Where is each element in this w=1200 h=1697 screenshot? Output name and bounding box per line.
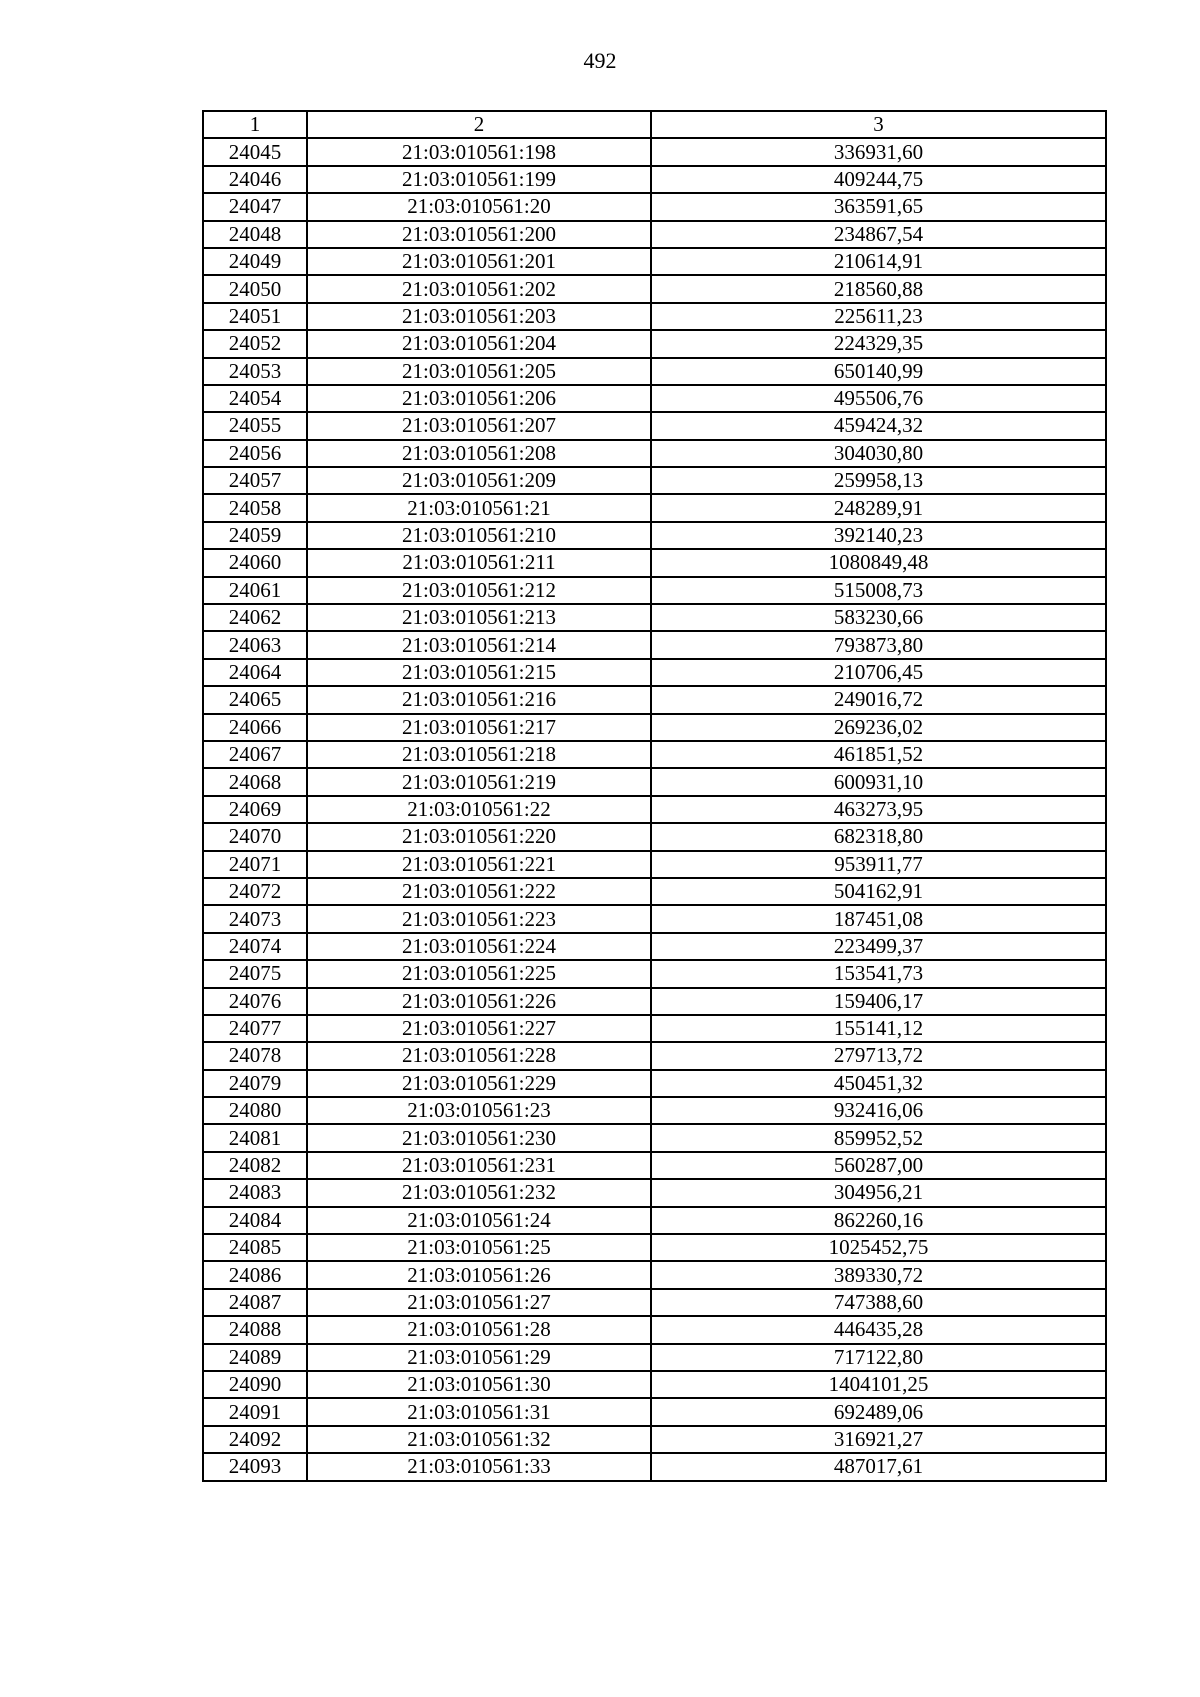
table-row	[203, 193, 1106, 220]
table-row	[203, 549, 1106, 576]
value-cell: 600931,10	[651, 768, 1106, 795]
value-cell: 249016,72	[651, 686, 1106, 713]
value-cell: 862260,16	[651, 1207, 1106, 1234]
table-row	[203, 1042, 1106, 1069]
table-row	[203, 1453, 1106, 1480]
row-number-cell: 24059	[203, 522, 307, 549]
table-row	[203, 960, 1106, 987]
table-row	[203, 1316, 1106, 1343]
row-number-cell: 24084	[203, 1207, 307, 1234]
row-number-cell: 24093	[203, 1453, 307, 1480]
row-number-cell: 24053	[203, 358, 307, 385]
value-cell: 225611,23	[651, 303, 1106, 330]
cadastral-number-cell: 21:03:010561:230	[307, 1124, 651, 1151]
cadastral-number-cell: 21:03:010561:222	[307, 878, 651, 905]
value-cell: 1025452,75	[651, 1234, 1106, 1261]
table-row	[203, 1398, 1106, 1425]
row-number-cell: 24072	[203, 878, 307, 905]
table-row	[203, 577, 1106, 604]
value-cell: 583230,66	[651, 604, 1106, 631]
value-cell: 336931,60	[651, 138, 1106, 165]
row-number-cell: 24089	[203, 1344, 307, 1371]
row-number-cell: 24054	[203, 385, 307, 412]
row-number-cell: 24060	[203, 549, 307, 576]
cadastral-number-cell: 21:03:010561:220	[307, 823, 651, 850]
row-number-cell: 24065	[203, 686, 307, 713]
table-row	[203, 358, 1106, 385]
value-cell: 392140,23	[651, 522, 1106, 549]
row-number-cell: 24088	[203, 1316, 307, 1343]
row-number-cell: 24092	[203, 1426, 307, 1453]
row-number-cell: 24063	[203, 631, 307, 658]
column-header-1: 1	[203, 111, 307, 138]
value-cell: 859952,52	[651, 1124, 1106, 1151]
cadastral-number-cell: 21:03:010561:217	[307, 714, 651, 741]
cadastral-number-cell: 21:03:010561:30	[307, 1371, 651, 1398]
cadastral-number-cell: 21:03:010561:201	[307, 248, 651, 275]
column-header-2: 2	[307, 111, 651, 138]
cadastral-number-cell: 21:03:010561:204	[307, 330, 651, 357]
cadastral-number-cell: 21:03:010561:28	[307, 1316, 651, 1343]
value-cell: 279713,72	[651, 1042, 1106, 1069]
value-cell: 560287,00	[651, 1152, 1106, 1179]
row-number-cell: 24081	[203, 1124, 307, 1151]
cadastral-number-cell: 21:03:010561:20	[307, 193, 651, 220]
row-number-cell: 24079	[203, 1070, 307, 1097]
row-number-cell: 24083	[203, 1179, 307, 1206]
value-cell: 459424,32	[651, 412, 1106, 439]
column-header-3: 3	[651, 111, 1106, 138]
row-number-cell: 24090	[203, 1371, 307, 1398]
row-number-cell: 24047	[203, 193, 307, 220]
table-row	[203, 1015, 1106, 1042]
table-row	[203, 1234, 1106, 1261]
table-row	[203, 138, 1106, 165]
table-row	[203, 933, 1106, 960]
value-cell: 363591,65	[651, 193, 1106, 220]
row-number-cell: 24073	[203, 905, 307, 932]
value-cell: 793873,80	[651, 631, 1106, 658]
value-cell: 682318,80	[651, 823, 1106, 850]
table-row	[203, 1426, 1106, 1453]
value-cell: 248289,91	[651, 494, 1106, 521]
cadastral-number-cell: 21:03:010561:33	[307, 1453, 651, 1480]
table-row	[203, 1179, 1106, 1206]
value-cell: 747388,60	[651, 1289, 1106, 1316]
cadastral-number-cell: 21:03:010561:221	[307, 851, 651, 878]
value-cell: 446435,28	[651, 1316, 1106, 1343]
cadastral-number-cell: 21:03:010561:29	[307, 1344, 651, 1371]
cadastral-number-cell: 21:03:010561:199	[307, 166, 651, 193]
cadastral-number-cell: 21:03:010561:213	[307, 604, 651, 631]
value-cell: 932416,06	[651, 1097, 1106, 1124]
value-cell: 234867,54	[651, 221, 1106, 248]
table-row	[203, 467, 1106, 494]
row-number-cell: 24051	[203, 303, 307, 330]
cadastral-value-table	[202, 110, 1107, 1482]
row-number-cell: 24057	[203, 467, 307, 494]
value-cell: 409244,75	[651, 166, 1106, 193]
cadastral-number-cell: 21:03:010561:207	[307, 412, 651, 439]
row-number-cell: 24062	[203, 604, 307, 631]
row-number-cell: 24058	[203, 494, 307, 521]
header-row	[203, 111, 1106, 138]
cadastral-number-cell: 21:03:010561:228	[307, 1042, 651, 1069]
value-cell: 259958,13	[651, 467, 1106, 494]
row-number-cell: 24070	[203, 823, 307, 850]
row-number-cell: 24069	[203, 796, 307, 823]
row-number-cell: 24045	[203, 138, 307, 165]
cadastral-number-cell: 21:03:010561:231	[307, 1152, 651, 1179]
cadastral-number-cell: 21:03:010561:232	[307, 1179, 651, 1206]
cadastral-number-cell: 21:03:010561:214	[307, 631, 651, 658]
row-number-cell: 24048	[203, 221, 307, 248]
cadastral-number-cell: 21:03:010561:212	[307, 577, 651, 604]
cadastral-number-cell: 21:03:010561:206	[307, 385, 651, 412]
value-cell: 389330,72	[651, 1261, 1106, 1288]
table-row	[203, 1261, 1106, 1288]
cadastral-number-cell: 21:03:010561:23	[307, 1097, 651, 1124]
table-row	[203, 330, 1106, 357]
cadastral-number-cell: 21:03:010561:215	[307, 659, 651, 686]
value-cell: 463273,95	[651, 796, 1106, 823]
row-number-cell: 24067	[203, 741, 307, 768]
table-row	[203, 1289, 1106, 1316]
table-row	[203, 166, 1106, 193]
table-row	[203, 905, 1106, 932]
value-cell: 316921,27	[651, 1426, 1106, 1453]
value-cell: 515008,73	[651, 577, 1106, 604]
row-number-cell: 24050	[203, 275, 307, 302]
cadastral-number-cell: 21:03:010561:211	[307, 549, 651, 576]
table-row	[203, 1097, 1106, 1124]
row-number-cell: 24068	[203, 768, 307, 795]
row-number-cell: 24061	[203, 577, 307, 604]
table-row	[203, 303, 1106, 330]
row-number-cell: 24082	[203, 1152, 307, 1179]
cadastral-number-cell: 21:03:010561:216	[307, 686, 651, 713]
table-row	[203, 604, 1106, 631]
row-number-cell: 24085	[203, 1234, 307, 1261]
table-header	[203, 111, 1106, 138]
row-number-cell: 24087	[203, 1289, 307, 1316]
value-cell: 218560,88	[651, 275, 1106, 302]
row-number-cell: 24055	[203, 412, 307, 439]
value-cell: 224329,35	[651, 330, 1106, 357]
row-number-cell: 24066	[203, 714, 307, 741]
value-cell: 504162,91	[651, 878, 1106, 905]
value-cell: 1080849,48	[651, 549, 1106, 576]
value-cell: 210706,45	[651, 659, 1106, 686]
page-number: 492	[583, 48, 617, 73]
table-row	[203, 851, 1106, 878]
row-number-cell: 24091	[203, 1398, 307, 1425]
cadastral-number-cell: 21:03:010561:32	[307, 1426, 651, 1453]
cadastral-number-cell: 21:03:010561:26	[307, 1261, 651, 1288]
row-number-cell: 24052	[203, 330, 307, 357]
cadastral-number-cell: 21:03:010561:224	[307, 933, 651, 960]
value-cell: 187451,08	[651, 905, 1106, 932]
cadastral-number-cell: 21:03:010561:200	[307, 221, 651, 248]
row-number-cell: 24046	[203, 166, 307, 193]
value-cell: 304030,80	[651, 440, 1106, 467]
row-number-cell: 24074	[203, 933, 307, 960]
row-number-cell: 24056	[203, 440, 307, 467]
row-number-cell: 24049	[203, 248, 307, 275]
table-row	[203, 275, 1106, 302]
table-row	[203, 412, 1106, 439]
table-row	[203, 714, 1106, 741]
row-number-cell: 24080	[203, 1097, 307, 1124]
table-row	[203, 796, 1106, 823]
row-number-cell: 24071	[203, 851, 307, 878]
row-number-cell: 24078	[203, 1042, 307, 1069]
table-row	[203, 1070, 1106, 1097]
value-cell: 155141,12	[651, 1015, 1106, 1042]
table-row	[203, 631, 1106, 658]
cadastral-number-cell: 21:03:010561:25	[307, 1234, 651, 1261]
value-cell: 153541,73	[651, 960, 1106, 987]
value-cell: 210614,91	[651, 248, 1106, 275]
table-row	[203, 494, 1106, 521]
cadastral-number-cell: 21:03:010561:226	[307, 988, 651, 1015]
cadastral-number-cell: 21:03:010561:27	[307, 1289, 651, 1316]
table-row	[203, 440, 1106, 467]
value-cell: 495506,76	[651, 385, 1106, 412]
value-cell: 450451,32	[651, 1070, 1106, 1097]
cadastral-number-cell: 21:03:010561:225	[307, 960, 651, 987]
value-cell: 269236,02	[651, 714, 1106, 741]
value-cell: 717122,80	[651, 1344, 1106, 1371]
table-row	[203, 248, 1106, 275]
cadastral-number-cell: 21:03:010561:208	[307, 440, 651, 467]
table-row	[203, 823, 1106, 850]
cadastral-number-cell: 21:03:010561:205	[307, 358, 651, 385]
cadastral-number-cell: 21:03:010561:229	[307, 1070, 651, 1097]
value-cell: 461851,52	[651, 741, 1106, 768]
table-row	[203, 659, 1106, 686]
value-cell: 487017,61	[651, 1453, 1106, 1480]
table-row	[203, 686, 1106, 713]
table-row	[203, 1152, 1106, 1179]
value-cell: 1404101,25	[651, 1371, 1106, 1398]
cadastral-number-cell: 21:03:010561:218	[307, 741, 651, 768]
table-row	[203, 988, 1106, 1015]
value-cell: 650140,99	[651, 358, 1106, 385]
table-row	[203, 878, 1106, 905]
row-number-cell: 24086	[203, 1261, 307, 1288]
table-row	[203, 1124, 1106, 1151]
cadastral-number-cell: 21:03:010561:21	[307, 494, 651, 521]
cadastral-number-cell: 21:03:010561:24	[307, 1207, 651, 1234]
value-cell: 304956,21	[651, 1179, 1106, 1206]
table-row	[203, 768, 1106, 795]
table-row	[203, 522, 1106, 549]
table-body	[203, 138, 1106, 1480]
cadastral-number-cell: 21:03:010561:31	[307, 1398, 651, 1425]
value-cell: 953911,77	[651, 851, 1106, 878]
row-number-cell: 24075	[203, 960, 307, 987]
table-row	[203, 1371, 1106, 1398]
cadastral-number-cell: 21:03:010561:198	[307, 138, 651, 165]
cadastral-number-cell: 21:03:010561:219	[307, 768, 651, 795]
value-cell: 223499,37	[651, 933, 1106, 960]
row-number-cell: 24064	[203, 659, 307, 686]
cadastral-number-cell: 21:03:010561:202	[307, 275, 651, 302]
table-row	[203, 221, 1106, 248]
cadastral-number-cell: 21:03:010561:210	[307, 522, 651, 549]
cadastral-number-cell: 21:03:010561:203	[307, 303, 651, 330]
cadastral-number-cell: 21:03:010561:209	[307, 467, 651, 494]
value-cell: 159406,17	[651, 988, 1106, 1015]
table-row	[203, 741, 1106, 768]
row-number-cell: 24076	[203, 988, 307, 1015]
cadastral-number-cell: 21:03:010561:223	[307, 905, 651, 932]
table-row	[203, 385, 1106, 412]
value-cell: 692489,06	[651, 1398, 1106, 1425]
cadastral-number-cell: 21:03:010561:22	[307, 796, 651, 823]
cadastral-number-cell: 21:03:010561:227	[307, 1015, 651, 1042]
table-row	[203, 1207, 1106, 1234]
table-row	[203, 1344, 1106, 1371]
row-number-cell: 24077	[203, 1015, 307, 1042]
